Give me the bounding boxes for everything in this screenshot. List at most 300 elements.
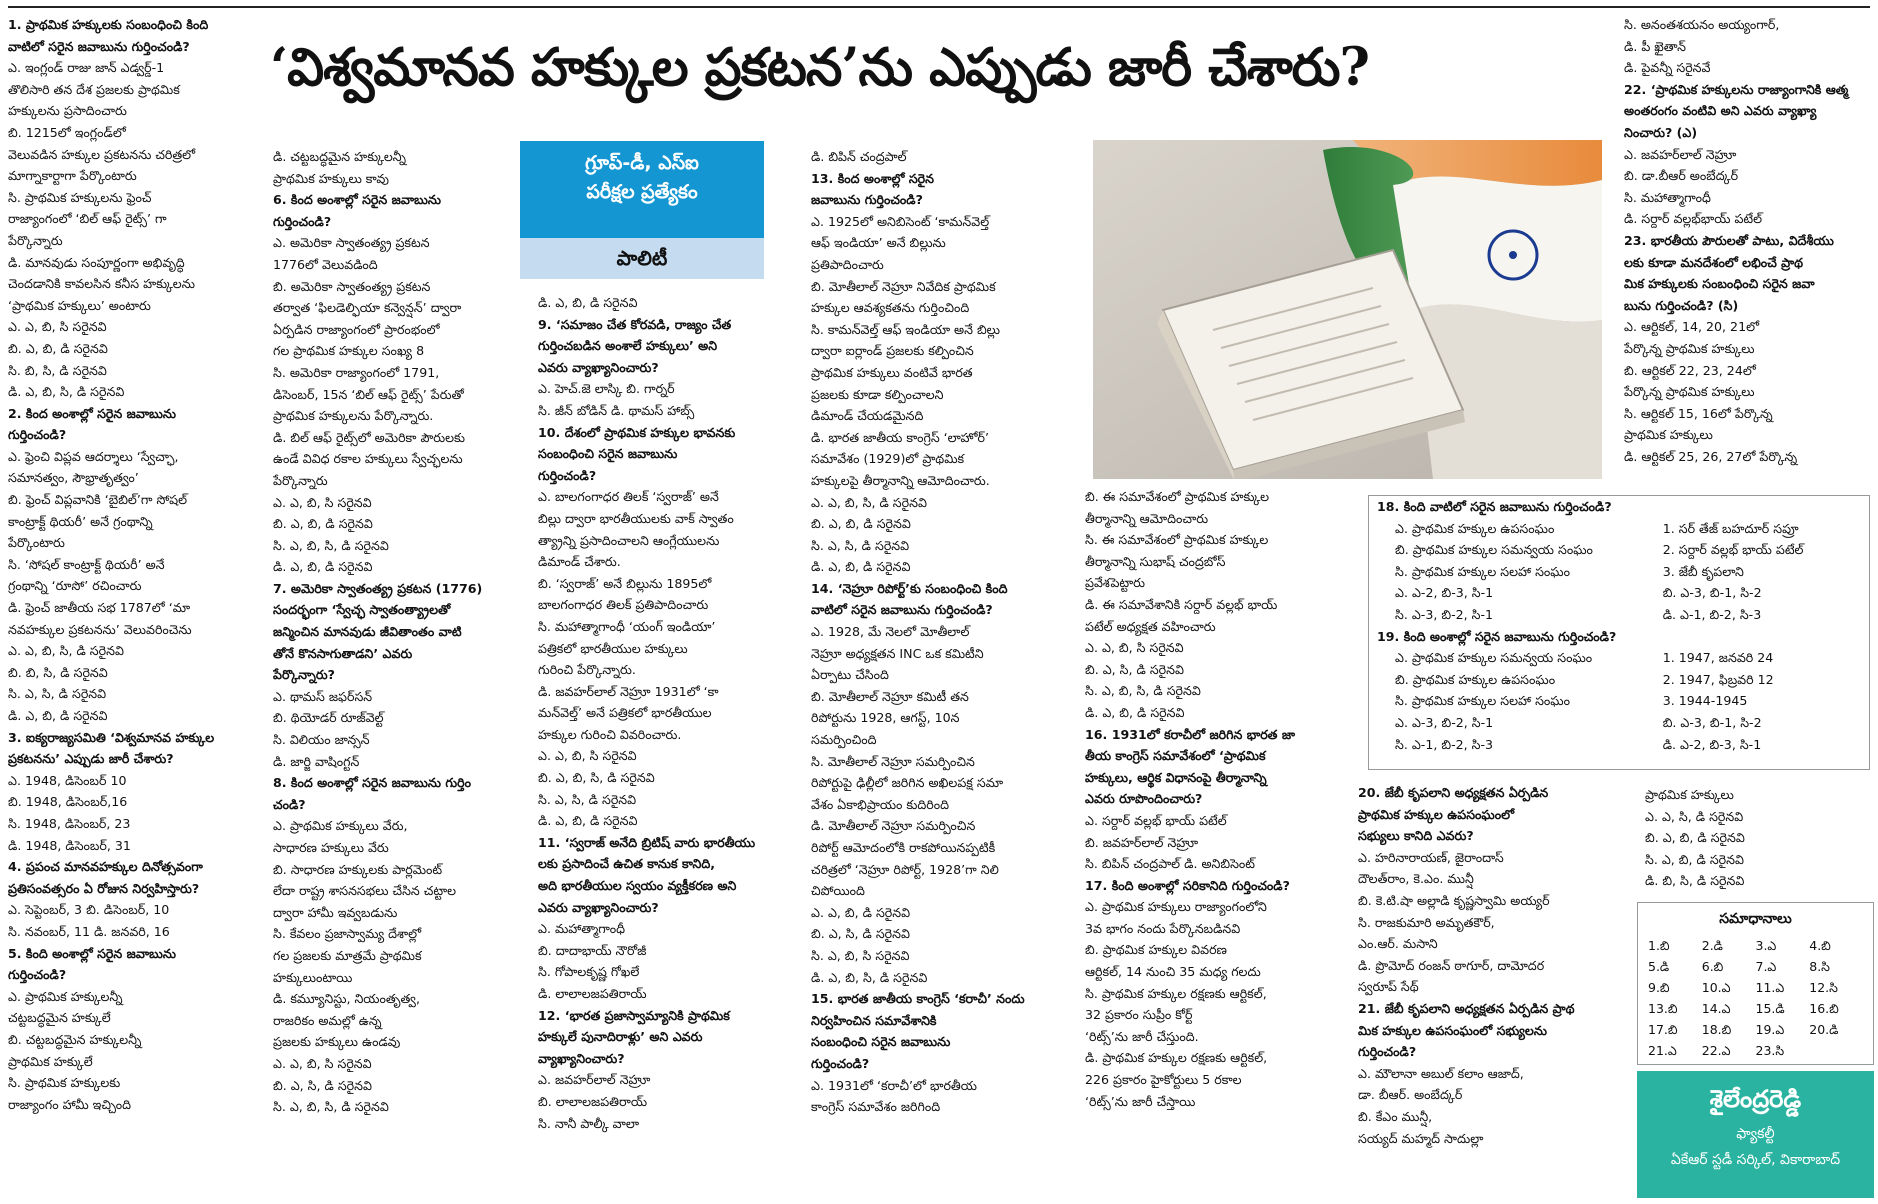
answer-item: 12.సి (1809, 980, 1838, 995)
text-line: సి. 1948, డిసెంబర్, 23 (8, 815, 131, 831)
text-line: సి. ఎ, బి, సి, డి సరైనవి (273, 1099, 389, 1115)
answer-item: 17.బి (1648, 1022, 1678, 1037)
text-line: ఎ. ఎ, బి, సి, డి సరైనవి (811, 494, 927, 510)
answer-item: 21.ఎ (1648, 1043, 1677, 1058)
text-line: పేర్కొన్నారు? (273, 667, 335, 683)
text-line: హక్కులే పునాదిరాళ్లు’ అని ఎవరు (538, 1029, 703, 1045)
text-line: డి. ఎ, బి, డి సరైనవి (538, 295, 638, 310)
text-line: బి. 1948, డిసెంబర్,16 (8, 794, 128, 810)
text-line: మిక హక్కుల ఉపసంఘంలో సభ్యులను (1358, 1022, 1548, 1038)
text-line: ఎ. ఎ, బి, సి సరైనవి (8, 319, 107, 335)
text-line: 13. కింద అంశాల్లో సరైన (811, 170, 934, 186)
text-line: బి. ‘స్వరాజ్’ అనే బిల్లును 1895లో (538, 575, 712, 591)
text-line: 2. కింద అంశాల్లో సరైన జవాబును (8, 405, 177, 421)
text-line: వాటిలో సరైన జవాబును గుర్తించండి? (811, 602, 993, 618)
text-line: బి. జవహర్‌లాల్ నెహ్రూ (1085, 834, 1199, 850)
text-line: సి. అనంతశయనం అయ్యంగార్, (1624, 17, 1780, 32)
text-line: గుర్తించండి? (538, 467, 597, 483)
text-line: 16. 1931లో కరాచీలో జరిగిన భారత జా (1085, 726, 1296, 742)
text-line: ఎ. ఎ, బి, డి సరైనవి (811, 904, 911, 920)
text-line: బి. ఎ, బి, డి సరైనవి (1645, 830, 1745, 846)
text-line: గల ప్రాథమిక హక్కుల సంఖ్య 8 (273, 343, 425, 359)
text-line: బి. ఈ సమావేశంలో ప్రాథమిక హక్కుల (1085, 489, 1270, 504)
text-line: డిమాండ్ చేయడమైనది (811, 408, 924, 424)
text-line: బి. మోతీలాల్ నెహ్రూ కమిటీ తన (811, 688, 969, 704)
text-line: చెందడానికి కావలసిన కనీస హక్కులను (8, 276, 195, 292)
text-line: గుర్తించండి? (8, 427, 67, 443)
text-line: చట్టబద్ధమైన హక్కులే (8, 1010, 111, 1026)
text-line: 10. దేశంలో ప్రాథమిక హక్కుల భావనకు (538, 424, 736, 440)
text-line: బి. థియోడర్ రూజ్‌వెల్ట్ (273, 710, 384, 726)
text-line: డి. ఎ, బి, డి సరైనవి (8, 708, 108, 723)
text-line: సి. అమెరికా రాజ్యాంగంలో 1791, (273, 364, 440, 380)
question-19-title: 19. కింది అంశాల్లో సరైన జవాబును గుర్తించండి? (1377, 628, 1617, 644)
question-18-title: 18. కింది వాటిలో సరైన జవాబును గుర్తించండి? (1377, 499, 1612, 514)
text-line: సి. మహాత్మాగాంధీ (1624, 189, 1711, 205)
text-line: డి. ఎ, బి, సి, డి సరైనవి (811, 969, 928, 985)
answer-item: 2.డి (1701, 938, 1723, 953)
column-7-middle (1645, 784, 1871, 896)
text-line: బి. ఎ, బి, డి సరైనవి (8, 340, 108, 356)
text-line: ఎ. హెచ్.జె లాస్కి బి. గార్నర్ (538, 381, 675, 397)
text-line: మాగ్నాకార్టాగా పేర్కొంటారు (8, 168, 137, 184)
text-line: చండి? (273, 796, 306, 812)
text-line: ఎ. ఫ్రెంచి విప్లవ ఆదర్శాలు ‘స్వేచ్ఛా, (8, 448, 179, 464)
author-box (1637, 1071, 1874, 1198)
text-line: ప్రాథమిక హక్కులను పేర్కొన్నారు. (273, 408, 434, 424)
constitution-flag-photo (1093, 140, 1602, 479)
text-line: ఎ. ఆర్టికల్, 14, 20, 21లో (1624, 319, 1760, 335)
column-5 (1085, 486, 1361, 1166)
text-line: రాజ్యాంగం హామీ ఇచ్చింది (8, 1096, 131, 1112)
text-line: 7. అమెరికా స్వాతంత్య్ర ప్రకటన (1776) (273, 580, 483, 596)
text-line: సి. విలియం జాన్సన్ (273, 732, 370, 748)
text-line: సి. ఎ, సి, డి సరైనవి (8, 686, 107, 702)
text-line: ఎవరు వ్యాఖ్యానించారు? (538, 899, 659, 915)
text-line: పేర్కొన్న ప్రాథమిక హక్కులు (1624, 340, 1755, 356)
text-line: 1776లో వెలువడింది (273, 256, 378, 272)
text-line: ఎ. ఇంగ్లండ్ రాజు జాన్ ఎడ్వర్డ్-1 (8, 60, 165, 76)
text-line: డి. ఈ సమావేశానికి సర్దార్ వల్లభ్ భాయ్ (1085, 596, 1278, 612)
text-line: 23. భారతీయ పౌరులతో పాటు, విదేశీయు (1624, 232, 1834, 248)
text-line: ఎ. ప్రాథమిక హక్కులు రాజ్యాంగంలోని (1085, 899, 1267, 915)
text-line: ఎవరు రూపొందించారు? (1085, 791, 1203, 807)
text-line: ప్రతిసంవత్సరం ఏ రోజున నిర్వహిస్తారు? (8, 880, 200, 896)
text-line: ఎ. హరినారాయణ్, జైరాందాస్ (1358, 849, 1504, 865)
text-line: ప్రాథమిక హక్కులు (1624, 427, 1713, 443)
text-line: సమానత్వం, సౌభ్రాతృత్వం’ (8, 470, 139, 486)
text-line: డి. ఎ, బి, డి సరైనవి (273, 559, 373, 575)
text-line: డి. బి, సి, డి సరైనవి (1645, 873, 1745, 889)
text-line: బును గుర్తించండి? (సి) (1624, 297, 1739, 313)
text-line: ప్రాథమిక హక్కులు వంటివే భారత (811, 364, 973, 380)
answer-item: 9.బి (1648, 980, 1670, 995)
text-line: వాటిలో సరైన జవాబును గుర్తించండి? (8, 38, 190, 54)
text-line: డి. భారత జాతీయ కాంగ్రెస్ ‘లాహోర్’ (811, 429, 990, 445)
text-line: 12. ‘భారత ప్రజాస్వామ్యానికి ప్రాథమిక (538, 1007, 730, 1023)
text-line: ఎ. మహాత్మాగాంధీ (538, 921, 625, 937)
answer-item: 1.బి (1648, 938, 1670, 953)
text-line: గుర్తించండి? (1358, 1044, 1417, 1060)
text-line: ఎ. బాలగంగాధర తిలక్ ‘స్వరాజ్’ అనే (538, 489, 719, 505)
text-line: ‘రిట్స్’ను జారీ చేస్తుంది. (1085, 1028, 1199, 1044)
text-line: డి. పీ ఖైతాన్ (1624, 38, 1686, 54)
text-line: హక్కుల ఆవశ్యకతను గుర్తించింది (811, 300, 970, 316)
text-line: డా. బీఆర్. అంబేద్కర్ (1358, 1087, 1463, 1103)
text-line: గ్రంథాన్ని ‘రూసో’ రచించారు (8, 578, 142, 594)
text-line: డి. ప్రొమోద్ రంజన్ ఠాగూర్, దామోదర (1358, 957, 1545, 973)
text-line: రాజ్యాంగంలో ‘బిల్ ఆఫ్ రైట్స్’ గా (8, 211, 167, 227)
text-line: ప్రవేశపెట్టారు (1085, 575, 1145, 591)
answer-item: 13.బి (1648, 1001, 1678, 1016)
answers-title: సమాధానాలు (1719, 911, 1792, 927)
answer-item: 22.ఎ (1701, 1043, 1731, 1058)
answer-item: 7.ఎ (1755, 959, 1777, 974)
text-line: బి. ఫ్రెంచ్ విప్లవానికి ‘బైబిల్’గా సోషల్ (8, 492, 188, 508)
text-line: ఎ. సర్దార్ వల్లభ్ భాయ్ పటేల్ (1085, 812, 1227, 828)
answer-item: 20.డి (1809, 1022, 1839, 1037)
exam-banner (520, 141, 764, 238)
text-line: ‘ప్రాథమిక హక్కులు’ అంటారు (8, 297, 151, 313)
text-line: సి. నానీ పాల్కీ వాలా (538, 1115, 640, 1131)
text-line: సి. బి, సి, డి సరైనవి (8, 362, 107, 378)
matching-questions (1377, 496, 1861, 766)
text-line: 4. ప్రపంచ మానవహక్కుల దినోత్సవంగా (8, 859, 203, 875)
answer-item: 15.డి (1755, 1001, 1785, 1016)
text-line: 11. ‘స్వరాజ్ అనేది బ్రిటిష్ వారు భారతీయు (538, 834, 756, 850)
text-line: ద్వారా ఐర్లాండ్ ప్రజలకు కల్పించిన (811, 343, 974, 359)
text-line: తీర్మానాన్ని ఆమోదించారు (1085, 510, 1209, 526)
author-role: ఫ్యాకల్టీ (1736, 1126, 1775, 1142)
text-line: బి. ఎ, సి, డి సరైనవి (811, 926, 910, 942)
text-line: 2. 1947, ఫిబ్రవరి 12 (1662, 671, 1774, 687)
text-line: డి. ఎ, బి, డి సరైనవి (538, 813, 638, 829)
text-line: సి. ఎ-3, బి-2, సి-1 (1395, 606, 1494, 622)
author-org: ఏకేఆర్ స్టడీ సర్కిల్, వికారాబాద్ (1670, 1152, 1841, 1168)
text-line: సి. ఎ, బి, సి సరైనవి (811, 947, 910, 963)
text-line: వెలువడిన హక్కుల ప్రకటనను చరిత్రలో (8, 146, 196, 162)
text-line: కాంగ్రెస్ సమావేశం జరిగింది (811, 1099, 941, 1115)
text-line: ఎ. ప్రాథమిక హక్కుల ఉపసంఘం (1395, 520, 1555, 536)
text-line: నవహక్కుల ప్రకటనను’ వెలువరించెను (8, 621, 192, 637)
text-line: సి. ఎ, సి, డి సరైనవి (811, 537, 910, 553)
text-line: స్వరూప్ సేథ్ (1358, 979, 1419, 995)
text-line: నించారు? (ఎ) (1624, 124, 1698, 140)
section-banner (520, 141, 764, 279)
text-line: సి. బిపిన్ చంద్రపాల్ డి. అనిబిసెంట్ (1085, 856, 1256, 872)
text-line: 3. జేబీ కృపలాని (1662, 563, 1744, 579)
text-line: బిల్లు ద్వారా భారతీయులకు వాక్ స్వాతం (538, 510, 734, 526)
answer-item: 11.ఎ (1755, 980, 1785, 995)
text-line: సి. మోతీలాల్ నెహ్రూ సమర్పించిన (811, 753, 975, 769)
text-line: డి. ఎ, బి, డి సరైనవి (811, 559, 911, 575)
text-line: ఎ. ఎ, బి, సి సరైనవి (538, 748, 637, 764)
text-line: సి. ప్రాథమిక హక్కుల రక్షణకు ఆర్టికల్, (1085, 985, 1267, 1001)
text-line: 15. భారత జాతీయ కాంగ్రెస్ ‘కరాచీ’ నందు (811, 991, 1025, 1007)
text-line: 1. ప్రాథమిక హక్కులకు సంబంధించి కింది (8, 17, 209, 32)
text-line: ప్రాథమిక హక్కులే (8, 1053, 93, 1069)
text-line: తీర్మానాన్ని సుభాష్ చంద్రబోస్ (1085, 553, 1226, 569)
top-rule (8, 6, 1870, 8)
text-line: పటేల్ అధ్యక్షత వహించారు (1085, 618, 1216, 634)
column-2 (273, 146, 523, 1200)
text-line: సి. ఎ, బి, సి, డి సరైనవి (273, 537, 389, 553)
text-line: బి. కె.టి.షా అల్లాడి కృష్ణస్వామి అయ్యర్ (1358, 892, 1550, 908)
text-line: ఎ. జవహర్‌లాల్ నెహ్రూ (538, 1072, 651, 1088)
text-line: బి. ఎ-3, బి-1, సి-2 (1662, 714, 1762, 730)
text-line: సి. ప్రాథమిక హక్కుల సలహా సంఘం (1395, 693, 1571, 709)
text-line: సి. రాజకుమారి అమృతకౌర్, (1358, 914, 1495, 930)
text-line: డి. మానవుడు సంపూర్ణంగా అభివృద్ధి (8, 254, 185, 270)
text-line: పత్రికలో భారతీయుల హక్కులు (538, 640, 688, 656)
matching-questions-box (1368, 495, 1870, 770)
text-line: సి. కేవలం ప్రజాస్వామ్య దేశాల్లో (273, 926, 422, 942)
text-line: ఎం.ఆర్. మసాని (1358, 936, 1438, 952)
text-line: బి. 1215లో ఇంగ్లండ్‌లో (8, 124, 126, 140)
text-line: మన్‌వెల్త్’ అనే పత్రికలో భారతీయుల (538, 705, 712, 721)
text-line: ఎ. జవహర్‌లాల్ నెహ్రూ (1624, 146, 1737, 162)
column-1 (8, 14, 264, 1200)
question-19-body (1377, 647, 1861, 755)
text-line: సమర్పించింది (811, 732, 877, 748)
text-line: గురించి పేర్కొన్నారు. (538, 662, 636, 678)
text-line: రిపోర్ట్ ఆమోదంలోకి రాకపోయినప్పటికీ (811, 840, 996, 855)
text-line: డి. ఆర్టికల్ 25, 26, 27లో పేర్కొన్న (1624, 448, 1798, 464)
text-line: బి. ఎ, సి, డి సరైనవి (1085, 661, 1184, 677)
text-line: 32 ప్రకారం సుప్రీం కోర్ట్ (1085, 1007, 1193, 1023)
text-line: 20. జేబీ కృపలాని అధ్యక్షతన ఏర్పడిన (1358, 785, 1549, 800)
text-line: బి. దాదాభాయ్ నౌరోజీ (538, 942, 647, 958)
text-line: హక్కులపై తీర్మానాన్ని ఆమోదించారు. (811, 472, 990, 488)
text-line: ఎ. ప్రాథమిక హక్కులన్నీ (8, 988, 123, 1004)
answer-item: 10.ఎ (1701, 980, 1731, 995)
text-line: ఎ. ఎ, బి, సి సరైనవి (273, 1055, 372, 1071)
text-line: డి. మోతీలాల్ నెహ్రూ సమర్పించిన (811, 818, 976, 834)
text-line: చరిత్రలో ‘నెహ్రూ రిపోర్ట్, 1928’గా నిలి (811, 861, 999, 877)
text-line: 8. కింద అంశాల్లో సరైన జవాబును గుర్తిం (273, 775, 471, 791)
text-line: చిపోయింది (811, 883, 865, 899)
text-line: ఎ. ఎ, బి, సి సరైనవి (1085, 640, 1184, 656)
text-line: సయ్యద్ మహ్మద్ సాదుల్లా (1358, 1130, 1484, 1146)
text-line: డి. బిపిన్ చంద్రపాల్ (811, 149, 907, 164)
text-line: డి. బిల్ ఆఫ్ రైట్స్‌లో అమెరికా పౌరులకు (273, 429, 465, 445)
text-line: ఎ. ఎ, సి, డి సరైనవి (1645, 808, 1744, 824)
text-line: వ్యాఖ్యానించారు? (538, 1050, 625, 1066)
text-line: ఎవరు వ్యాఖ్యానించారు? (538, 359, 659, 375)
text-line: సి. గోపాలకృష్ణ గోఖలే (538, 964, 640, 980)
text-line: డిసెంబర్, 15న ‘బిల్ ఆఫ్ రైట్స్’ పేరుతో (273, 386, 464, 402)
text-line: ఎ. ఎ, బి, సి సరైనవి (273, 494, 372, 510)
text-line: ద్వారా హామీ ఇవ్వబడును (273, 904, 398, 920)
text-line: డి. జవహర్‌లాల్ నెహ్రూ 1931లో ‘కా (538, 683, 719, 699)
answer-item: 23.సి (1755, 1043, 1785, 1058)
text-line: పేర్కొంటారు (8, 535, 65, 551)
text-line: సి. ప్రాథమిక హక్కుల సలహా సంఘం (1395, 563, 1571, 579)
text-line: ఎ. మౌలానా అబుల్ కలాం ఆజాద్, (1358, 1065, 1524, 1081)
text-line: డి. ఎ-2, బి-3, సి-1 (1662, 736, 1762, 752)
text-line: డి. చట్టబద్ధమైన హక్కులన్నీ (273, 149, 406, 164)
text-line: డి. ఎ, బి, డి సరైనవి (1085, 704, 1185, 720)
text-line: వేశం ఏకాభిప్రాయం కుదిరింది (811, 796, 949, 812)
text-line: 2. సర్దార్ వల్లభ్ భాయ్ పటేల్ (1662, 542, 1804, 558)
text-line: రిపోర్టుపై ఢిల్లీలో జరిగిన అఖిలపక్ష సమా (811, 775, 1004, 791)
constitution-flag-illustration (1093, 140, 1602, 479)
text-line: ప్రాథమిక హక్కులు (1645, 787, 1734, 802)
text-line: బి. కేఎం మున్షీ, (1358, 1108, 1433, 1124)
question-19-right (1663, 647, 1861, 755)
text-line: హక్కుల గురించి వివరించారు. (538, 726, 682, 742)
text-line: సి. ఎ, బి, డి సరైనవి (1645, 851, 1744, 867)
text-line: హక్కులు, ఆర్థిక విధానంపై తీర్మానాన్ని (1085, 769, 1267, 785)
text-line: సమావేశం (1929)లో ప్రాథమిక (811, 451, 965, 467)
text-line: మిక హక్కులకు సంబంధించి సరైన జవా (1624, 276, 1815, 292)
column-6 (1358, 782, 1630, 1198)
text-line: 17. కింది అంశాల్లో సరికానిది గుర్తించండి? (1085, 877, 1290, 893)
text-line: 14. ‘నెహ్రూ రిపోర్ట్’కు సంబంధించి కింది (811, 580, 1008, 596)
text-line: డి. లాలాలజపతిరాయ్ (538, 986, 647, 1001)
text-line: పేర్కొన్నారు (273, 472, 328, 488)
text-line: ప్రకటనను’ ఎప్పుడు జారీ చేశారు? (8, 751, 174, 767)
text-line: గల ప్రజలకు మాత్రమే ప్రాథమిక (273, 947, 422, 963)
text-line: ఎ. అమెరికా స్వాతంత్య్ర ప్రకటన (273, 235, 430, 251)
text-line: గుర్తించండి? (273, 213, 332, 229)
text-line: ప్రజలకు కూడా కల్పించాలని (811, 386, 944, 402)
text-line: సి. ప్రాథమిక హక్కులకు (8, 1075, 121, 1091)
text-line: సభ్యులు కానిది ఎవరు? (1358, 828, 1474, 844)
answer-item: 4.బి (1809, 938, 1831, 953)
text-line: ప్రాథమిక హక్కుల ఉపసంఘంలో (1358, 806, 1515, 822)
exam-banner-line2: పరీక్షల ప్రత్యేకం (586, 181, 698, 203)
answer-item: 6.బి (1701, 959, 1724, 974)
text-line: బి. బి, సి, డి సరైనవి (8, 664, 108, 680)
text-line: డి. 1948, డిసెంబర్, 31 (8, 837, 131, 853)
text-line: బి. డా.బీఆర్ అంబేద్కర్ (1624, 168, 1739, 184)
text-line: డి. ఎ, బి, సి, డి సరైనవి (8, 384, 125, 400)
text-line: బి. ఆర్టికల్ 22, 23, 24లో (1624, 362, 1756, 378)
text-line: కాంట్రాక్ట్ థియరీ’ అనే గ్రంథాన్ని (8, 513, 153, 529)
text-line: సి. నవంబర్, 11 డి. జనవరి, 16 (8, 923, 170, 939)
text-line: సి. ఆర్టికల్ 15, 16లో పేర్కొన్న (1624, 405, 1773, 421)
text-line: ఎ. ప్రాథమిక హక్కుల సమన్వయ సంఘం (1395, 650, 1593, 666)
question-18-right (1663, 518, 1861, 626)
text-line: బి. ప్రాథమిక హక్కుల ఉపసంఘం (1395, 671, 1556, 687)
text-line: బి. సాధారణ హక్కులకు పార్లమెంట్ (273, 861, 443, 877)
text-line: డి. పైవన్నీ సరైనవే (1624, 60, 1711, 76)
text-line: లకు కూడా మనదేశంలో లభించే ప్రాథ (1624, 254, 1804, 270)
text-line: గుర్తించండి? (8, 967, 67, 983)
text-line: ఎ. సెప్టెంబర్, 3 బి. డిసెంబర్, 10 (8, 902, 170, 918)
text-line: సి. ఎ-1, బి-2, సి-3 (1395, 736, 1494, 752)
answers-grid (1638, 935, 1873, 1061)
text-line: సి. కామన్‌వెల్త్ ఆఫ్ ఇండియా అనే బిల్లు (811, 321, 1000, 337)
question-19-left (1377, 647, 1663, 755)
text-line: ప్రతిపాదించారు (811, 256, 884, 272)
text-line: 5. కింది అంశాల్లో సరైన జవాబును (8, 945, 177, 961)
text-line: సి. ఎ, సి, డి సరైనవి (538, 791, 637, 807)
headline: ‘విశ్వమానవ హక్కుల ప్రకటన’ను ఎప్పుడు జారీ చేశారు? (270, 37, 1369, 98)
answer-item: 8.సి (1809, 959, 1830, 974)
exam-banner-line1: గ్రూప్-డీ, ఎస్ఐ (585, 152, 699, 174)
text-line: తర్వాత ‘ఫిలడెల్ఫియా కన్వెన్షన్’ ద్వారా (273, 300, 462, 316)
text-line: బాలగంగాధర తిలక్ ప్రతిపాదించారు (538, 597, 709, 613)
text-line: ప్రజలకు హక్కులు ఉండవు (273, 1034, 401, 1050)
text-line: ‘రిట్స్’ను జారీ చేస్తాయి (1085, 1093, 1196, 1109)
text-line: బి. చట్టబద్ధమైన హక్కులన్నీ (8, 1031, 142, 1047)
text-line: దౌలత్‌రాం, కె.ఎం. మున్షీ (1358, 871, 1474, 887)
text-line: డి. జార్జి వాషింగ్టన్ (273, 753, 360, 769)
text-line: బి. ఎ, బి, సి, డి సరైనవి (538, 770, 655, 786)
text-line: ఎ. 1948, డిసెంబర్ 10 (8, 772, 127, 788)
text-line: లకు ప్రసాదించే ఉచిత కానుక కానిది, (538, 856, 716, 872)
text-line: డి. ప్రాథమిక హక్కుల రక్షణకు ఆర్టికల్, (1085, 1050, 1268, 1066)
text-line: సంబంధించి సరైన జవాబును (538, 446, 678, 462)
text-line: సి. ఈ సమావేశంలో ప్రాథమిక హక్కుల (1085, 532, 1269, 548)
answers-box (1637, 902, 1874, 1065)
text-line: డిమాండ్ చేశారు. (538, 554, 621, 570)
text-line: రిపోర్టును 1928, ఆగస్ట్, 10న (811, 710, 960, 726)
answer-item: 14.ఎ (1701, 1001, 1731, 1016)
text-line: అంతరంగం వంటివి అని ఎవరు వ్యాఖ్యా (1624, 103, 1817, 119)
answer-item: 5.డి (1648, 959, 1670, 974)
text-line: ఎ. 1931లో ‘కరాచీ’లో భారతీయ (811, 1077, 977, 1093)
text-line: బి. లాలాలజపతిరాయ్ (538, 1093, 648, 1109)
text-line: గుర్తించండి? (811, 1055, 870, 1071)
text-line: సి. జీన్ బోడిన్ డి. థామస్ హాబ్స్ (538, 402, 695, 418)
text-line: డి. కమ్యూనిస్టు, నియంతృత్వ, (273, 991, 420, 1007)
text-line: పేర్కొన్న ప్రాథమిక హక్కులు (1624, 384, 1755, 400)
text-line: లేదా రాష్ట్ర శాసనసభలు చేసిన చట్టాల (273, 883, 457, 899)
text-line: తీయ కాంగ్రెస్ సమావేశంలో ‘ప్రాథమిక (1085, 748, 1266, 764)
column-4 (811, 146, 1081, 1200)
text-line: 9. ‘సమాజం చేత కోరవడి, రాజ్యం చేత (538, 316, 732, 332)
text-line: బి. ప్రాథమిక హక్కుల సమన్వయ సంఘం (1395, 542, 1593, 558)
text-line: బి. ఎ, సి, డి సరైనవి (273, 1077, 372, 1093)
text-line: డి. సర్దార్ వల్లభ్‌భాయ్ పటేల్ (1624, 211, 1763, 227)
text-line: హక్కులను ప్రసాదించారు (8, 103, 127, 119)
text-line: ఎ. 1928, మే నెలలో మోతీలాల్ (811, 624, 970, 640)
text-line: సంబంధించి సరైన జవాబును (811, 1034, 951, 1050)
text-line: ఎ. ప్రాథమిక హక్కులు వేరు, (273, 818, 408, 834)
text-line: 3వ భాగం నందు పేర్కొనబడినవి (1085, 920, 1241, 936)
column-3 (538, 292, 794, 1200)
text-line: 22. ‘ప్రాథమిక హక్కులను రాజ్యాంగానికి ఆత్మ (1624, 81, 1849, 97)
text-line: సి. ప్రాథమిక హక్కులను ఫ్రెంచ్ (8, 189, 152, 205)
text-line: డి. ఫ్రెంచ్ జాతీయ సభ 1787లో ‘మా (8, 600, 191, 616)
text-line: ఏర్పాటు చేసింది (811, 667, 889, 683)
text-line: పేర్కొన్నారు (8, 232, 63, 248)
text-line: సి. మహాత్మాగాంధీ ‘యంగ్ ఇండియా’ (538, 618, 716, 634)
question-18-left (1377, 518, 1663, 626)
text-line: ఏర్పడిన రాజ్యాంగంలో ప్రారంభంలో (273, 321, 440, 337)
text-line: 1. 1947, జనవరి 24 (1662, 650, 1774, 666)
text-line: ఎ. థామస్ జఫర్‌సన్ (273, 688, 373, 704)
text-line: బి. ఎ-3, బి-1, సి-2 (1662, 585, 1762, 601)
text-line: గుర్తించబడిన అంశాలే హక్కులు’ అని (538, 338, 718, 354)
text-line: 226 ప్రకారం హైకోర్టులు 5 రకాల (1085, 1072, 1242, 1088)
text-line: జవాబును గుర్తించండి? (811, 192, 923, 208)
text-line: బి. ప్రాథమిక హక్కుల వివరణ (1085, 942, 1227, 958)
text-line: 1. సర్ తేజ్ బహదూర్ సప్రూ (1662, 520, 1799, 536)
text-line: 3. ఐక్యరాజ్యసమితి ‘విశ్వమానవ హక్కుల (8, 729, 215, 745)
text-line: ఆఫ్ ఇండియా’ అనే బిల్లును (811, 235, 946, 251)
question-18-body (1377, 518, 1861, 626)
text-line: 3. 1944-1945 (1662, 693, 1748, 709)
text-line: అది భారతీయుల స్వయం వ్యక్తీకరణ అని (538, 878, 737, 894)
text-line: నెహ్రూ అధ్యక్షతన INC ఒక కమిటీని (811, 645, 984, 661)
text-line: సాధారణ హక్కులు వేరు (273, 840, 389, 855)
text-line: ఎ. 1925లో అనిబిసెంట్ ‘కామన్‌వెల్త్ (811, 213, 990, 229)
text-line: నిర్వహించిన సమావేశానికి (811, 1012, 937, 1028)
